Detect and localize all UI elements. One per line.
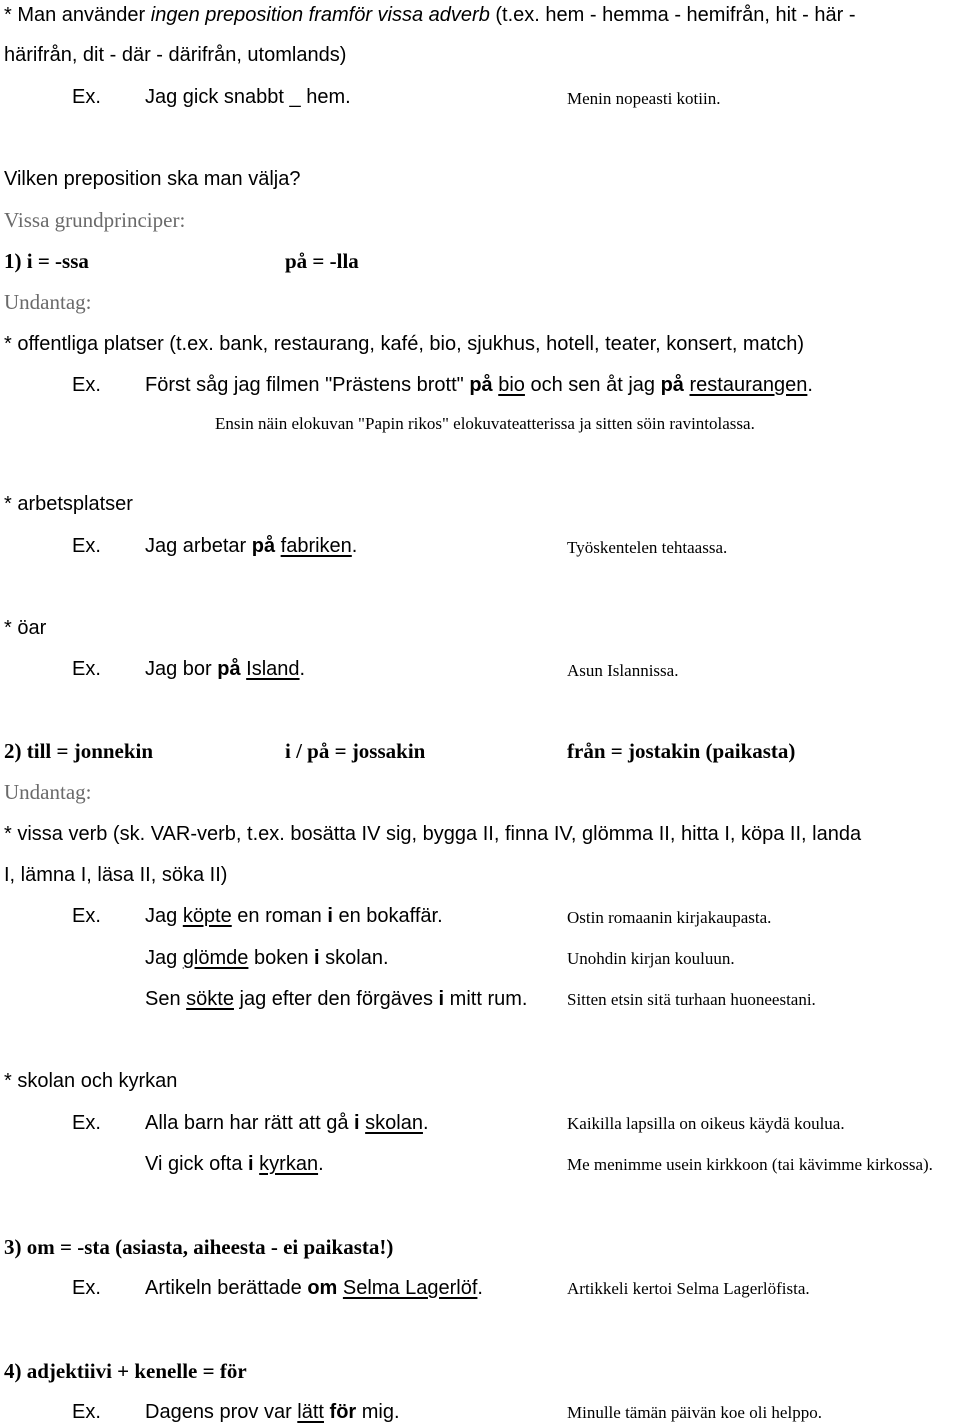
principle-2-fran: från = jostakin (paikasta) (567, 739, 796, 763)
intro-line-1 (4, 2, 855, 28)
public-places-rule: * offentliga platser (t.ex. bank, restaurang, kafé, bio, sjukhus, hotell, teater, konsert, match) (4, 333, 805, 355)
islands-ex-label: Ex. (72, 658, 101, 680)
verbs-rule-line-2: I, lämna I, läsa II, söka II) (4, 864, 228, 886)
verbs-ex-1-sv: Jag köpte en roman i en bokaffär. (145, 905, 443, 927)
islands-ex-sv: Jag bor på Island. (145, 658, 306, 680)
intro-emphasis: ingen preposition framför vissa adverb (150, 4, 490, 26)
verbs-rule-line-1: * vissa verb (sk. VAR-verb, t.ex. bosätta IV sig, bygga II, finna IV, glömma II, hitta I, köpa II, landa (4, 823, 862, 845)
principle-3-ex-label: Ex. (72, 1277, 101, 1299)
verbs-ex-2-fi: Unohdin kirjan kouluun. (567, 949, 735, 968)
intro-ex-sv: Jag gick snabbt _ hem. (145, 86, 351, 108)
school-ex-label: Ex. (72, 1112, 101, 1134)
workplaces-ex-fi: Työskentelen tehtaassa. (567, 538, 728, 557)
principle-4-ex-fi: Minulle tämän päivän koe oli helppo. (567, 1403, 822, 1422)
intro-line-2: härifrån, dit - där - därifrån, utomlands) (4, 44, 347, 66)
question-heading: Vilken preposition ska man välja? (4, 168, 301, 190)
workplaces-rule: * arbetsplatser (4, 493, 133, 515)
verbs-ex-3-fi: Sitten etsin sitä turhaan huoneestani. (567, 990, 816, 1009)
verbs-ex-3-sv: Sen sökte jag efter den förgäves i mitt rum. (145, 988, 528, 1010)
public-places-ex-label: Ex. (72, 374, 101, 396)
school-ex-1-fi: Kaikilla lapsilla on oikeus käydä koulua. (567, 1114, 845, 1133)
principle-4: 4) adjektiivi + kenelle = för (4, 1359, 247, 1383)
principle-1-left: 1) i = -ssa (4, 249, 89, 273)
school-ex-1-sv: Alla barn har rätt att gå i skolan. (145, 1112, 429, 1134)
workplaces-ex-label: Ex. (72, 535, 101, 557)
principle-4-ex-label: Ex. (72, 1401, 101, 1423)
islands-ex-fi: Asun Islannissa. (567, 661, 679, 680)
school-ex-2-fi: Me menimme usein kirkkoon (tai kävimme kirkossa). (567, 1155, 933, 1174)
public-places-ex-sv: Först såg jag filmen "Prästens brott" på bio och sen åt jag på restaurangen. (145, 374, 813, 396)
islands-rule: * öar (4, 617, 47, 639)
principles-heading: Vissa grundprinciper: (4, 208, 186, 232)
principle-1-right: på = -lla (285, 249, 359, 273)
principle-4-ex-sv: Dagens prov var lätt för mig. (145, 1401, 400, 1423)
intro-text-cont: (t.ex. hem - hemma - hemifrån, hit - här - (489, 4, 856, 26)
principle-2-till: 2) till = jonnekin (4, 739, 154, 763)
school-church-rule: * skolan och kyrkan (4, 1070, 178, 1092)
intro-text: * Man använder (4, 4, 151, 26)
principle-3-ex-fi: Artikkeli kertoi Selma Lagerlöfista. (567, 1279, 810, 1298)
principle-2-i-pa: i / på = jossakin (285, 739, 426, 763)
verbs-ex-1-fi: Ostin romaanin kirjakaupasta. (567, 908, 772, 927)
principle-3: 3) om = -sta (asiasta, aiheesta - ei paikasta!) (4, 1235, 394, 1259)
workplaces-ex-sv: Jag arbetar på fabriken. (145, 535, 358, 557)
school-ex-2-sv: Vi gick ofta i kyrkan. (145, 1153, 324, 1175)
exception-2-heading: Undantag: (4, 780, 92, 804)
intro-ex-fi: Menin nopeasti kotiin. (567, 89, 721, 108)
exception-1-heading: Undantag: (4, 290, 92, 314)
intro-ex-label: Ex. (72, 86, 101, 108)
principle-3-ex-sv: Artikeln berättade om Selma Lagerlöf. (145, 1277, 483, 1299)
verbs-ex-2-sv: Jag glömde boken i skolan. (145, 947, 389, 969)
verbs-ex-label: Ex. (72, 905, 101, 927)
public-places-ex-fi: Ensin näin elokuvan "Papin rikos" elokuvateatterissa ja sitten söin ravintolassa. (215, 414, 755, 433)
